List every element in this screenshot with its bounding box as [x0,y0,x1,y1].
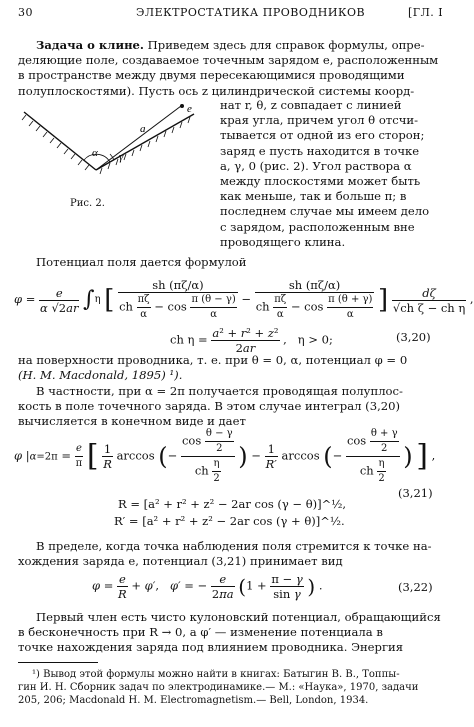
footnote-line: гин И. Н. Сборник задач по электродинамике.— М.: «Наука», 1970, задачи [18,682,419,693]
limit-line: В пределе, когда точка наблюдения поля стремится к точке на- [36,539,432,553]
page-number: 30 [18,6,33,19]
coulomb-line: точке нахождения заряда под влиянием проводника. Энергия [18,640,404,655]
chapter-label: [ГЛ. I [408,6,444,19]
right-line: последнем случае мы имеем дело [220,204,430,219]
R-prime-definition: R′ = [a² + r² + z² − 2ar cos (γ + θ)]^½. [114,514,345,528]
running-title: ЭЛЕКТРОСТАТИКА ПРОВОДНИКОВ [136,6,366,19]
right-line: a, γ, 0 (рис. 2). Угол раствора α [220,158,412,173]
limit-line: хождения заряда e, потенциал (3,21) принимает вид [18,554,343,569]
surface-line: (H. M. Macdonald, 1895) ¹). [18,368,183,383]
surface-line: на поверхности проводника, т. е. при θ = 0, α, потенциал φ = 0 [18,353,408,367]
potential-intro: Потенциал поля дается формулой [36,255,247,269]
footnote-line: ¹) Вывод этой формулы можно найти в книгах: Батыгин В. В., Топпы- [32,669,400,680]
equation-3-20: φ = $\frac{e}{\alpha √2ar}$ ∫η [ sh (πζ/α) ch $\frac{\pi\zeta}{\alpha}$ − cos $\frac{\pi (\theta - \gamma)}{\alpha}$ − sh (πζ/α) ch $\frac{\pi\zeta}{\alpha}$ − cos $\frac{\pi (\theta + \gamma)}{\alpha}$ ] $\frac{d\zeta}{\text{√ch ζ − ch η}}$ , [14,278,474,320]
coulomb-paragraph [18,610,442,656]
label-e: e [187,103,192,115]
particular-paragraph [18,384,442,430]
right-line: тывается от одной из его сторон; [220,128,425,143]
particular-line: вычисляется в конечном виде и дает [18,414,246,429]
intro-line: деляющие поле, создаваемое точечным зарядом e, расположенным [18,53,439,68]
equation-number-3-21: (3,21) [398,486,433,500]
footnote-line: 205, 206; Macdonald H. M. Electromagnetism.— Bell, London, 1934. [18,695,369,706]
label-gamma: γ [119,151,124,163]
intro-line: в пространстве между двумя пересекающимися проводящими [18,68,405,83]
ch-eta-definition: ch η = $\frac{\text{a² + r² + z²}}{2ar}$ , η > 0; [170,326,333,355]
coulomb-line: в бесконечность при R → 0, а φ′ — изменение потенциала в [18,625,383,640]
intro-line: полуплоскостями). Пусть ось z цилиндрической системы коорд- [18,83,415,98]
label-a: a [140,123,146,135]
equation-number-3-20: (3,20) [396,330,431,344]
right-line: проводящего клина. [220,234,346,249]
problem-intro [18,38,442,99]
equation-3-22: φ = $\frac{e}{R}$ + φ′, φ′ = − $\frac{e}{2\pi a}$ (1 + $\frac{\pi - \gamma}{\text{sin γ}}$ ) . [92,572,323,601]
problem-right-column [220,98,442,250]
particular-line: В частности, при α = 2π получается проводящая полуплос- [36,384,403,398]
intro-line: Приведем здесь для справок формулы, опре- [147,38,425,52]
equation-3-21: φ |α=2π = $\frac{e}{\pi}$ [ $\frac{1}{R}$ arccos (− cos $\frac{\theta - \gamma}{2}$ ch $\frac{\eta}{2}$ ) − $\frac{1}{R'}$ arccos (− cos $\frac{\theta + \gamma}{2}$ ch $\frac{\eta}{2}$ ) ] , [14,428,436,484]
label-alpha: α [92,147,98,159]
particular-line: кость в поле точечного заряда. В этом случае интеграл (3,20) [18,399,401,414]
right-line: как меньше, так и больше π; в [220,189,407,204]
right-line: нат r, θ, z совпадает с линией [220,98,402,112]
right-line: края угла, причем угол θ отсчи- [220,113,419,128]
right-line: между плоскостями может быть [220,174,421,189]
wedge-figure [16,104,216,196]
figure-caption: Рис. 2. [70,198,105,209]
footnote-rule [18,662,98,663]
right-line: с зарядом, расположенным вне [220,219,415,234]
limit-paragraph [18,539,442,569]
coulomb-line: Первый член есть чисто кулоновский потенциал, обращающийся [36,610,441,624]
equation-number-3-22: (3,22) [398,580,433,594]
R-definition: R = [a² + r² + z² − 2ar cos (γ − θ)]^½, [118,497,347,511]
footnote [18,668,442,707]
problem-heading: Задача о клине. [36,38,144,52]
right-line: заряд e пусть находится в точке [220,143,420,158]
surface-paragraph [18,353,442,383]
